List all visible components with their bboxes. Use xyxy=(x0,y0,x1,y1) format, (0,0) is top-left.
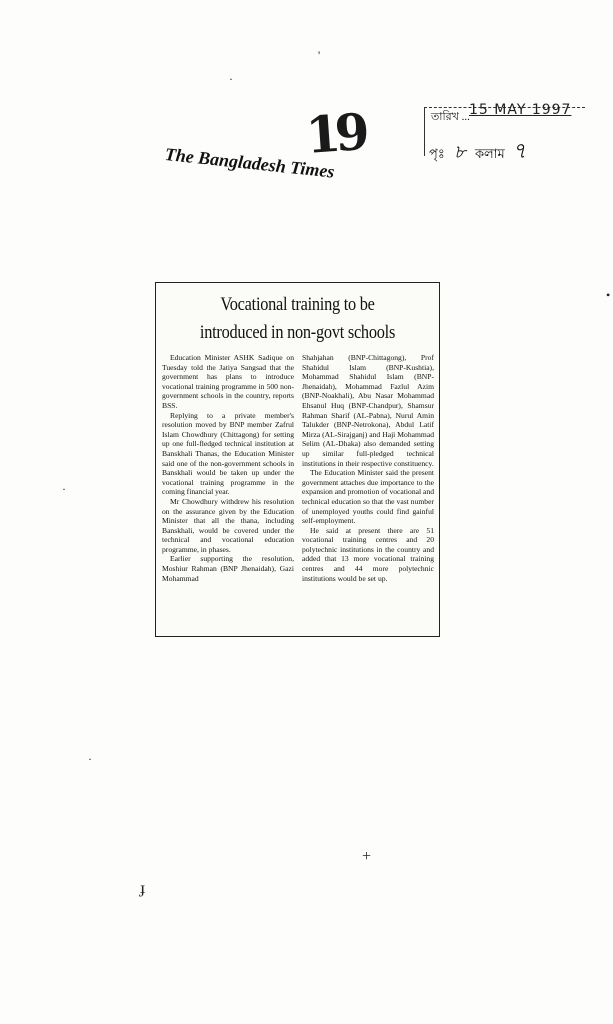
headline-line-2: introduced in non-govt schools xyxy=(199,322,396,343)
stamp-page-column-row xyxy=(429,134,526,171)
paragraph: Earlier supporting the resolution, Moshiur Rahman (BNP Jhenaidah), Gazi Mohammad xyxy=(162,554,294,583)
scan-speck: · xyxy=(62,482,66,496)
stamp-date: 15 MAY 1997 xyxy=(469,102,572,118)
article-column-2 xyxy=(302,353,434,583)
stamp-page-value: ৮ xyxy=(454,142,466,162)
newspaper-masthead: The Bangladesh Times xyxy=(163,144,336,182)
article-headline xyxy=(181,291,414,347)
article-body xyxy=(162,353,434,583)
scan-speck: · xyxy=(229,72,233,86)
scan-mark: ɟ xyxy=(140,880,146,897)
scan-speck: · xyxy=(88,752,92,766)
stamp-page-label: পৃঃ xyxy=(429,146,445,161)
handwritten-page-number: 19 xyxy=(304,102,366,165)
article-column-1 xyxy=(162,353,294,583)
stamp-column-value: ৭ xyxy=(511,138,527,163)
headline-line-1: Vocational training to be xyxy=(220,294,375,315)
paragraph: Education Minister ASHK Sadique on Tuesday told the Jatiya Sangsad that the government has plans to introduce vocational training programme in 500 non-government schools in the country, reports BSS. xyxy=(162,353,294,410)
stamp-column-label: কলাম xyxy=(474,146,505,161)
paragraph: Replying to a private member's resolution moved by BNP member Zafrul Islam Chowdhury (Chittagong) for setting up one full-fledged technical institution at Banskhali Thanas, the Education Minister said one of the non-government schools in Banskhali would be taken up under the vocational training programme in the coming financial year. xyxy=(162,410,294,497)
scan-speck: ' xyxy=(318,48,321,62)
article-clipping xyxy=(155,282,440,637)
date-stamp xyxy=(424,102,585,163)
stamp-date-label: তারিখ ... xyxy=(431,111,470,123)
scan-speck: • xyxy=(606,288,611,302)
paragraph: He said at present there are 51 vocational training centres and 20 polytechnic institutions in the country and added that 13 more vocational training centres and 44 more polytechnic institutions would be set up. xyxy=(302,525,434,583)
paragraph: The Education Minister said the present government attaches due importance to the expansion and promotion of vocational and technical education so that the vast number of unemployed youths could find gainful self-employment. xyxy=(302,468,434,526)
paragraph: Mr Chowdhury withdrew his resolution on the assurance given by the Education Minister that all the thana, including Banskhali, would be covered under the technical and vocational education programme, in phases. xyxy=(162,496,294,554)
scan-mark: + xyxy=(362,848,372,865)
paragraph: Shahjahan (BNP-Chittagong), Prof Shahidul Islam (BNP-Kushtia), Mohammad Shahidul Islam (BNP-Jhenaidah), Mohammad Fazlul Azim (BNP-Noakhali), Abu Nasar Mohammad Ehsanul Huq (BNP-Chandpur), Shamsur Rahman Sharif (AL-Pabna), Nurul Amin Talukder (BNP-Netrokona), Abdul Latif Mirza (AL-Sirajganj) and Haji Mohammad Selim (AL-Dhaka) also demanded setting up similar full-pledged technical institutions in their respective constituency. xyxy=(302,353,434,468)
